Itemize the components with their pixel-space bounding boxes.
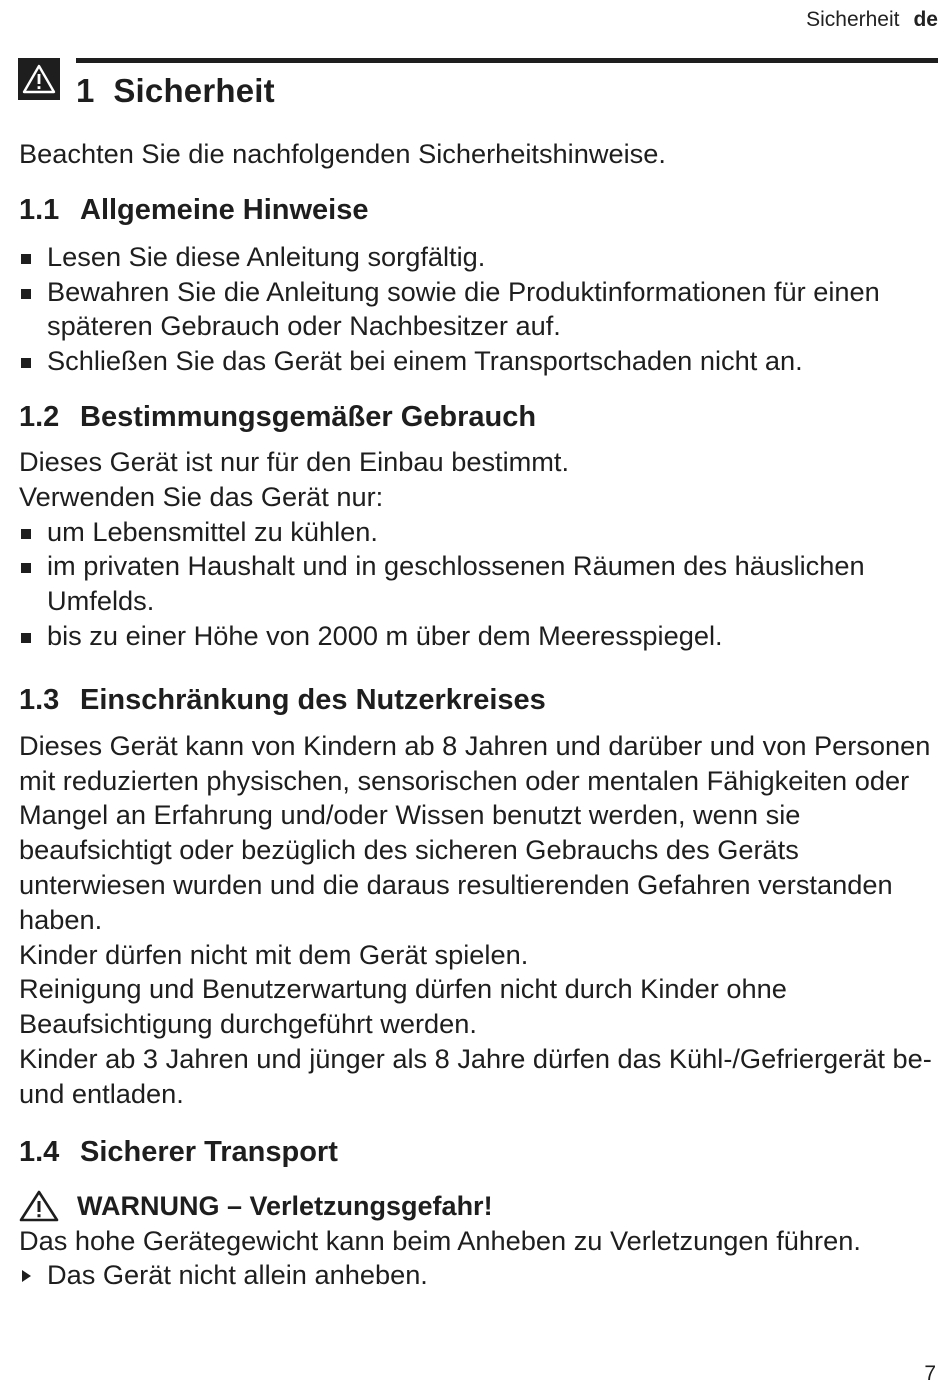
paragraph: Kinder ab 3 Jahren und jünger als 8 Jahre dürfen das Kühl-/Gefriergerät be- und entladen. <box>19 1042 932 1109</box>
section-title: Einschränkung des Nutzerkreises <box>80 683 546 716</box>
chapter-number: 1 <box>76 72 95 109</box>
paragraph: Dieses Gerät ist nur für den Einbau bestimmt. <box>19 445 570 477</box>
chapter-title <box>76 72 275 110</box>
bullet-list-1-2 <box>19 515 934 654</box>
list-item: Lesen Sie diese Anleitung sorgfältig. <box>19 240 934 275</box>
warning-title: WARNUNG – Verletzungsgefahr! <box>77 1190 493 1221</box>
list-item: um Lebensmittel zu kühlen. <box>19 515 934 550</box>
chapter-title-text: Sicherheit <box>113 72 275 109</box>
chapter-heading <box>18 58 938 118</box>
paragraph: Dieses Gerät kann von Kindern ab 8 Jahren und darüber und von Personen mit reduzierten physischen, sensorischen oder mentalen Fähigkeiten oder Mangel an Erfahrung und/oder Wissen benutzt werden, wenn sie beaufsichtigt oder bezüglich des sicheren Gebrauchs des Geräts unterwiesen wurden und die daraus resultierenden Gefahren verstanden haben. <box>19 729 931 935</box>
list-item: bis zu einer Höhe von 2000 m über dem Meeresspiegel. <box>19 619 934 654</box>
section-number: 1.1 <box>19 193 60 226</box>
running-header <box>806 8 938 32</box>
warning-icon <box>18 58 60 100</box>
section-heading-1-4 <box>19 1132 934 1172</box>
document-body <box>19 137 934 1293</box>
header-language: de <box>913 8 938 31</box>
page-number: 7 <box>924 1362 936 1385</box>
section-title: Allgemeine Hinweise <box>80 193 369 226</box>
instruction-step: Das Gerät nicht allein anheben. <box>19 1258 934 1293</box>
bullet-list-1-1 <box>19 240 934 379</box>
chapter-rule <box>76 58 938 63</box>
intro-text: Beachten Sie die nachfolgenden Sicherheitshinweise. <box>19 138 666 169</box>
section-number: 1.4 <box>19 1135 60 1168</box>
section-number: 1.3 <box>19 683 60 716</box>
section-number: 1.2 <box>19 400 60 433</box>
paragraph: Verwenden Sie das Gerät nur: <box>19 480 384 512</box>
section-title: Sicherer Transport <box>80 1135 338 1168</box>
list-item: Bewahren Sie die Anleitung sowie die Produktinformationen für einen späteren Gebrauch oder Nachbesitzer auf. <box>19 275 934 345</box>
section-title: Bestimmungsgemäßer Gebrauch <box>80 400 537 433</box>
list-item: Schließen Sie das Gerät bei einem Transportschaden nicht an. <box>19 344 934 379</box>
list-item: im privaten Haushalt und in geschlossenen Räumen des häuslichen Umfelds. <box>19 549 934 619</box>
header-section: Sicherheit <box>806 8 900 31</box>
paragraph: Reinigung und Benutzerwartung dürfen nicht durch Kinder ohne Beaufsichtigung durchgeführt werden. <box>19 973 787 1040</box>
paragraph: Kinder dürfen nicht mit dem Gerät spielen. <box>19 938 529 970</box>
warning-triangle-icon <box>19 1190 59 1222</box>
section-heading-1-2 <box>19 397 934 437</box>
warning-text: Das hohe Gerätegewicht kann beim Anheben zu Verletzungen führen. <box>19 1224 861 1256</box>
section-heading-1-1 <box>19 190 934 230</box>
warning-heading <box>19 1188 934 1224</box>
section-heading-1-3 <box>19 680 934 720</box>
